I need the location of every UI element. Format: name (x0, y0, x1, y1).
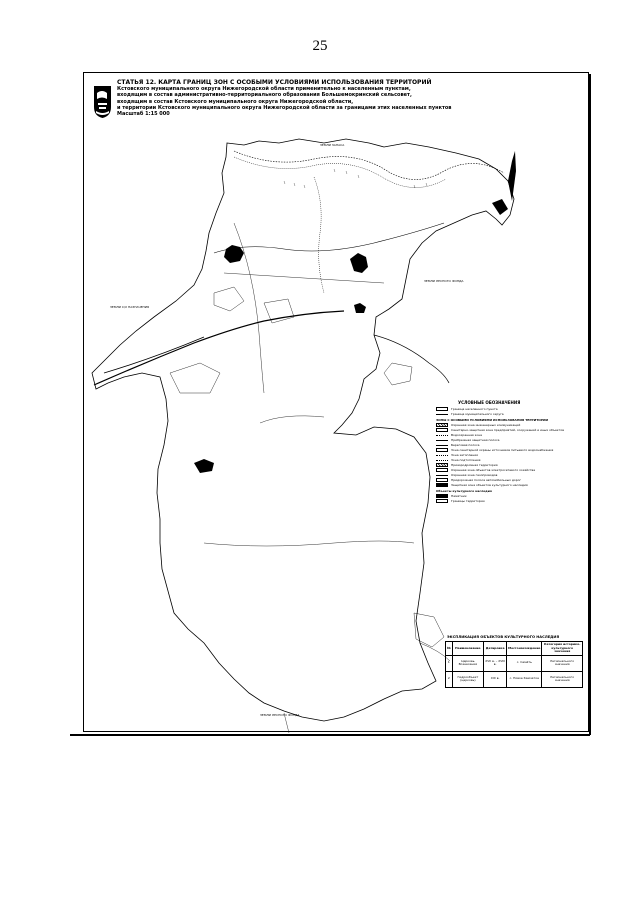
sheet-right-line (589, 74, 591, 735)
map-subtitle-line: и территории Кстовского муниципального округа Нижегородской области за границами этих населенных пунктов (117, 104, 452, 111)
road (104, 337, 204, 373)
table-header-row (446, 642, 583, 656)
legend-item: Граница населенного пункта (436, 407, 584, 411)
legend-item: Границы территории (436, 499, 584, 503)
map-subtitle-line: Кстовского муниципального округа Нижегородской области применительно к населенным пунктам, (117, 86, 411, 93)
map-subtitle-line: входящим в состав Кстовского муниципального округа Нижегородской области, (117, 98, 354, 105)
road (260, 416, 324, 423)
sheet-bottom-line (70, 734, 590, 736)
map-subtitle-line: входящим в состав административно-территориального образования Большемокринский сельсовет, (117, 92, 412, 99)
river (234, 157, 446, 188)
legend-item: Санитарно-защитная зона предприятий, сооружений и иных объектов (436, 428, 584, 432)
legend-item: Охранная зона объектов электросетевого хозяйства (436, 468, 584, 472)
legend-title: УСЛОВНЫЕ ОБОЗНАЧЕНИЯ (458, 400, 521, 405)
map-label-right: ЗЕМЛИ ЛЕСНОГО ФОНДА (424, 279, 464, 283)
settlement-area (194, 459, 214, 473)
forest-strip (508, 151, 516, 201)
forest-strip (492, 199, 508, 215)
legend-item: Приаэродромная территория (436, 463, 584, 467)
heritage-table (445, 641, 583, 688)
legend-item: Зона подтопления (436, 458, 584, 462)
page-number: 25 (312, 38, 328, 54)
legend-item: Зона санитарной охраны источников питьевого водоснабжения (436, 448, 584, 452)
road (94, 311, 344, 385)
legend-item: Прибрежная защитная полоса (436, 438, 584, 442)
legend-item: Водоохранная зона (436, 433, 584, 437)
road (214, 223, 444, 253)
legend-group-heading: ЗОНЫ С ОСОБЫМИ УСЛОВИЯМИ ИСПОЛЬЗОВАНИЯ ТЕРРИТОРИИ (436, 418, 549, 422)
column-header: № (446, 642, 453, 656)
utility-line (224, 273, 384, 283)
land-parcel (264, 299, 294, 323)
legend-item: Зона затопления (436, 453, 584, 457)
legend-item: Памятник (436, 494, 584, 498)
legend-group-heading: Объекты культурного наследия (436, 489, 492, 493)
table-row: 2 Гидрообъект (церковь) XIX в. с. Новое Камчатое Регионального значения (446, 671, 583, 687)
map-label-left: ЗЕМЛИ С/Х НАЗНАЧЕНИЯ (110, 305, 150, 309)
river (314, 177, 324, 293)
legend-item: Береговая полоса (436, 443, 584, 447)
road (374, 335, 449, 383)
legend-item: Защитная зона объектов культурного наследия (436, 483, 584, 487)
land-parcel (214, 287, 244, 311)
road (204, 541, 414, 546)
cultural-heritage-table (445, 635, 583, 688)
map-scale: Масштаб 1:15 000 (117, 111, 170, 118)
table-row: 1 Церковь Вознесения XVII в. – XVIII в. с. Семёть Регионального значения (446, 655, 583, 671)
land-parcel (170, 363, 220, 393)
column-header: Датировка (484, 642, 507, 656)
settlement-area (354, 303, 366, 313)
legend-item: Охранная зона инженерных коммуникаций (436, 423, 584, 427)
settlement-area (350, 253, 368, 273)
map-sheet (83, 72, 589, 732)
land-parcel (384, 363, 412, 385)
column-header: Категория историко-культурного значения (542, 642, 583, 656)
map-label-top: ЗЕМЛИ ЗАПАСА (320, 143, 345, 147)
legend-item: Придорожная полоса автомобильных дорог (436, 478, 584, 482)
legend-item: Граница муниципального округа (436, 412, 584, 416)
column-header: Наименование (452, 642, 484, 656)
map-title: СТАТЬЯ 12. КАРТА ГРАНИЦ ЗОН С ОСОБЫМИ УСЛОВИЯМИ ИСПОЛЬЗОВАНИЯ ТЕРРИТОРИЙ (117, 79, 432, 86)
column-header: Местонахождение (507, 642, 542, 656)
table-title: ЭКСПЛИКАЦИЯ ОБЪЕКТОВ КУЛЬТУРНОГО НАСЛЕДИЯ (447, 635, 560, 639)
legend-item: Охранная зона газопроводов (436, 473, 584, 477)
map-legend (436, 401, 584, 641)
map-label-bottom: ЗЕМЛИ ЛЕСНОГО ФОНДА (260, 713, 300, 717)
